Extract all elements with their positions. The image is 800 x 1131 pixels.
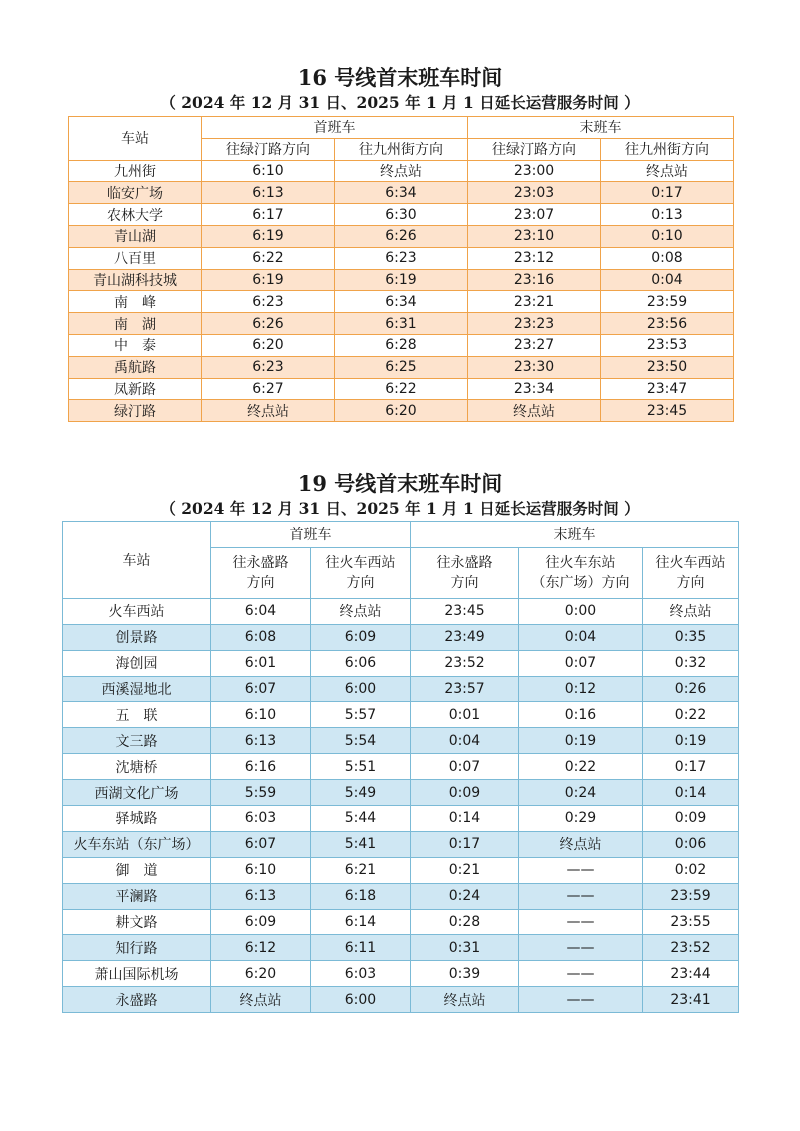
station-name: 青山湖 xyxy=(69,225,202,247)
time-cell: 6:21 xyxy=(311,857,411,883)
table-row xyxy=(63,702,739,728)
station-name: 平澜路 xyxy=(63,883,211,909)
time-cell: 0:07 xyxy=(519,650,643,676)
time-cell: 0:09 xyxy=(411,780,519,806)
line16-title: 16 号线首末班车时间 xyxy=(297,65,503,90)
table-row xyxy=(63,961,739,987)
time-cell: 6:13 xyxy=(202,182,335,204)
table-row xyxy=(69,400,734,422)
time-cell: 23:56 xyxy=(601,313,734,335)
line16-header-last-dir2: 往九州街方向 xyxy=(601,138,734,160)
time-cell: 终点站 xyxy=(335,160,468,182)
time-cell: 终点站 xyxy=(601,160,734,182)
time-cell: 6:07 xyxy=(211,831,311,857)
station-name: 绿汀路 xyxy=(69,400,202,422)
time-cell: 6:30 xyxy=(335,204,468,226)
line16-header-first: 首班车 xyxy=(202,117,468,139)
time-cell: 6:19 xyxy=(335,269,468,291)
time-cell: 6:10 xyxy=(202,160,335,182)
table-row xyxy=(69,225,734,247)
line16-header-first-dir1: 往绿汀路方向 xyxy=(202,138,335,160)
time-cell: 终点站 xyxy=(411,987,519,1013)
time-cell: 6:00 xyxy=(311,676,411,702)
time-cell: 0:14 xyxy=(411,806,519,832)
station-name: 南 峰 xyxy=(69,291,202,313)
table-row xyxy=(69,334,734,356)
station-name: 九州街 xyxy=(69,160,202,182)
time-cell: 6:26 xyxy=(335,225,468,247)
time-cell: 0:32 xyxy=(643,650,739,676)
time-cell: 6:23 xyxy=(202,291,335,313)
station-name: 驿城路 xyxy=(63,806,211,832)
time-cell: 5:44 xyxy=(311,806,411,832)
table-row xyxy=(63,754,739,780)
table-row xyxy=(63,909,739,935)
time-cell: 23:21 xyxy=(468,291,601,313)
station-name: 五 联 xyxy=(63,702,211,728)
table-row xyxy=(69,160,734,182)
table-row xyxy=(63,935,739,961)
time-cell: 6:26 xyxy=(202,313,335,335)
time-cell: 0:12 xyxy=(519,676,643,702)
line16-subtitle: （ 2024 年 12 月 31 日、2025 年 1 月 1 日延长运营服务时间 ） xyxy=(160,93,640,112)
time-cell: 23:03 xyxy=(468,182,601,204)
time-cell: 6:10 xyxy=(211,857,311,883)
line19-header-first-dir1: 往永盛路 方向 xyxy=(211,547,311,598)
table-row xyxy=(69,291,734,313)
time-cell: 6:16 xyxy=(211,754,311,780)
time-cell: 6:22 xyxy=(335,378,468,400)
time-cell: 6:23 xyxy=(335,247,468,269)
time-cell: 6:12 xyxy=(211,935,311,961)
time-cell: 23:00 xyxy=(468,160,601,182)
time-cell: 6:20 xyxy=(335,400,468,422)
time-cell: 5:51 xyxy=(311,754,411,780)
time-cell: 5:57 xyxy=(311,702,411,728)
time-cell: 0:06 xyxy=(643,831,739,857)
time-cell: 6:07 xyxy=(211,676,311,702)
time-cell: 0:28 xyxy=(411,909,519,935)
time-cell: 23:07 xyxy=(468,204,601,226)
station-name: 西溪湿地北 xyxy=(63,676,211,702)
time-cell: 0:10 xyxy=(601,225,734,247)
time-cell: 0:04 xyxy=(411,728,519,754)
time-cell: 6:34 xyxy=(335,291,468,313)
time-cell: 6:19 xyxy=(202,269,335,291)
line16-header-last: 末班车 xyxy=(468,117,734,139)
table-row xyxy=(63,857,739,883)
table-row xyxy=(63,728,739,754)
time-cell: 终点站 xyxy=(311,598,411,624)
station-name: 南 湖 xyxy=(69,313,202,335)
time-cell: —— xyxy=(519,909,643,935)
time-cell: 23:50 xyxy=(601,356,734,378)
station-name: 海创园 xyxy=(63,650,211,676)
table-row xyxy=(69,247,734,269)
time-cell: 终点站 xyxy=(643,598,739,624)
station-name: 火车东站（东广场） xyxy=(63,831,211,857)
time-cell: 0:29 xyxy=(519,806,643,832)
time-cell: 6:17 xyxy=(202,204,335,226)
station-name: 御 道 xyxy=(63,857,211,883)
time-cell: 0:22 xyxy=(519,754,643,780)
table-row xyxy=(69,356,734,378)
time-cell: 0:16 xyxy=(519,702,643,728)
time-cell: 6:28 xyxy=(335,334,468,356)
time-cell: 0:19 xyxy=(519,728,643,754)
time-cell: 0:02 xyxy=(643,857,739,883)
time-cell: 0:17 xyxy=(411,831,519,857)
station-name: 八百里 xyxy=(69,247,202,269)
time-cell: 23:45 xyxy=(411,598,519,624)
station-name: 沈塘桥 xyxy=(63,754,211,780)
time-cell: 6:10 xyxy=(211,702,311,728)
time-cell: 6:14 xyxy=(311,909,411,935)
time-cell: 23:12 xyxy=(468,247,601,269)
time-cell: 23:41 xyxy=(643,987,739,1013)
time-cell: 23:55 xyxy=(643,909,739,935)
time-cell: 0:24 xyxy=(519,780,643,806)
time-cell: 23:47 xyxy=(601,378,734,400)
time-cell: —— xyxy=(519,935,643,961)
time-cell: 0:00 xyxy=(519,598,643,624)
time-cell: 0:17 xyxy=(643,754,739,780)
table-row xyxy=(63,806,739,832)
time-cell: 6:34 xyxy=(335,182,468,204)
time-cell: 6:09 xyxy=(211,909,311,935)
line19-header-first: 首班车 xyxy=(211,522,411,548)
table-row xyxy=(63,883,739,909)
time-cell: 0:22 xyxy=(643,702,739,728)
time-cell: —— xyxy=(519,961,643,987)
time-cell: 23:45 xyxy=(601,400,734,422)
time-cell: —— xyxy=(519,883,643,909)
line19-title: 19 号线首末班车时间 xyxy=(297,471,503,496)
time-cell: 0:13 xyxy=(601,204,734,226)
time-cell: 0:01 xyxy=(411,702,519,728)
time-cell: 23:23 xyxy=(468,313,601,335)
time-cell: 终点站 xyxy=(519,831,643,857)
station-name: 禹航路 xyxy=(69,356,202,378)
time-cell: 23:16 xyxy=(468,269,601,291)
line19-header-last-dir2: 往火车东站 （东广场）方向 xyxy=(519,547,643,598)
line19-header-last-dir1: 往永盛路 方向 xyxy=(411,547,519,598)
time-cell: 23:10 xyxy=(468,225,601,247)
time-cell: —— xyxy=(519,987,643,1013)
table-row xyxy=(63,676,739,702)
time-cell: 0:26 xyxy=(643,676,739,702)
station-name: 永盛路 xyxy=(63,987,211,1013)
time-cell: 0:31 xyxy=(411,935,519,961)
line19-timetable xyxy=(62,521,739,1013)
line19-header-last: 末班车 xyxy=(411,522,739,548)
table-row xyxy=(69,378,734,400)
time-cell: 6:22 xyxy=(202,247,335,269)
time-cell: 终点站 xyxy=(468,400,601,422)
station-name: 凤新路 xyxy=(69,378,202,400)
table-row xyxy=(63,831,739,857)
station-name: 耕文路 xyxy=(63,909,211,935)
time-cell: 0:14 xyxy=(643,780,739,806)
station-name: 临安广场 xyxy=(69,182,202,204)
table-row xyxy=(63,987,739,1013)
time-cell: 6:19 xyxy=(202,225,335,247)
line16-header-last-dir1: 往绿汀路方向 xyxy=(468,138,601,160)
table-row xyxy=(63,650,739,676)
time-cell: 6:31 xyxy=(335,313,468,335)
station-name: 西湖文化广场 xyxy=(63,780,211,806)
time-cell: 6:11 xyxy=(311,935,411,961)
time-cell: 6:13 xyxy=(211,728,311,754)
time-cell: 0:24 xyxy=(411,883,519,909)
time-cell: 0:04 xyxy=(519,624,643,650)
time-cell: 23:59 xyxy=(601,291,734,313)
time-cell: 23:30 xyxy=(468,356,601,378)
time-cell: —— xyxy=(519,857,643,883)
station-name: 创景路 xyxy=(63,624,211,650)
table-row xyxy=(69,269,734,291)
line19-header-station: 车站 xyxy=(63,522,211,599)
table-row xyxy=(69,313,734,335)
table-row xyxy=(63,780,739,806)
line19-header-first-dir2: 往火车西站 方向 xyxy=(311,547,411,598)
table-row xyxy=(69,182,734,204)
time-cell: 6:00 xyxy=(311,987,411,1013)
time-cell: 23:44 xyxy=(643,961,739,987)
time-cell: 6:20 xyxy=(211,961,311,987)
time-cell: 23:52 xyxy=(411,650,519,676)
time-cell: 6:08 xyxy=(211,624,311,650)
time-cell: 0:35 xyxy=(643,624,739,650)
station-name: 知行路 xyxy=(63,935,211,961)
station-name: 农林大学 xyxy=(69,204,202,226)
time-cell: 6:27 xyxy=(202,378,335,400)
time-cell: 0:39 xyxy=(411,961,519,987)
time-cell: 0:07 xyxy=(411,754,519,780)
time-cell: 6:18 xyxy=(311,883,411,909)
time-cell: 6:20 xyxy=(202,334,335,356)
time-cell: 0:08 xyxy=(601,247,734,269)
time-cell: 5:59 xyxy=(211,780,311,806)
time-cell: 0:04 xyxy=(601,269,734,291)
time-cell: 6:01 xyxy=(211,650,311,676)
time-cell: 6:03 xyxy=(211,806,311,832)
time-cell: 0:21 xyxy=(411,857,519,883)
table-row xyxy=(69,204,734,226)
time-cell: 6:23 xyxy=(202,356,335,378)
time-cell: 6:13 xyxy=(211,883,311,909)
time-cell: 23:53 xyxy=(601,334,734,356)
time-cell: 0:09 xyxy=(643,806,739,832)
time-cell: 5:49 xyxy=(311,780,411,806)
time-cell: 6:25 xyxy=(335,356,468,378)
time-cell: 23:59 xyxy=(643,883,739,909)
station-name: 萧山国际机场 xyxy=(63,961,211,987)
line16-header-station: 车站 xyxy=(69,117,202,161)
line16-timetable xyxy=(68,116,734,422)
time-cell: 23:52 xyxy=(643,935,739,961)
time-cell: 23:57 xyxy=(411,676,519,702)
time-cell: 23:34 xyxy=(468,378,601,400)
time-cell: 6:03 xyxy=(311,961,411,987)
table-row xyxy=(63,624,739,650)
time-cell: 23:27 xyxy=(468,334,601,356)
station-name: 文三路 xyxy=(63,728,211,754)
line19-header-last-dir3: 往火车西站 方向 xyxy=(643,547,739,598)
line16-header-first-dir2: 往九州街方向 xyxy=(335,138,468,160)
table-row xyxy=(63,598,739,624)
station-name: 中 泰 xyxy=(69,334,202,356)
time-cell: 5:54 xyxy=(311,728,411,754)
station-name: 青山湖科技城 xyxy=(69,269,202,291)
time-cell: 23:49 xyxy=(411,624,519,650)
time-cell: 6:04 xyxy=(211,598,311,624)
time-cell: 6:09 xyxy=(311,624,411,650)
time-cell: 0:17 xyxy=(601,182,734,204)
time-cell: 终点站 xyxy=(211,987,311,1013)
time-cell: 终点站 xyxy=(202,400,335,422)
time-cell: 0:19 xyxy=(643,728,739,754)
time-cell: 5:41 xyxy=(311,831,411,857)
time-cell: 6:06 xyxy=(311,650,411,676)
station-name: 火车西站 xyxy=(63,598,211,624)
line19-subtitle: （ 2024 年 12 月 31 日、2025 年 1 月 1 日延长运营服务时间 ） xyxy=(160,499,640,518)
